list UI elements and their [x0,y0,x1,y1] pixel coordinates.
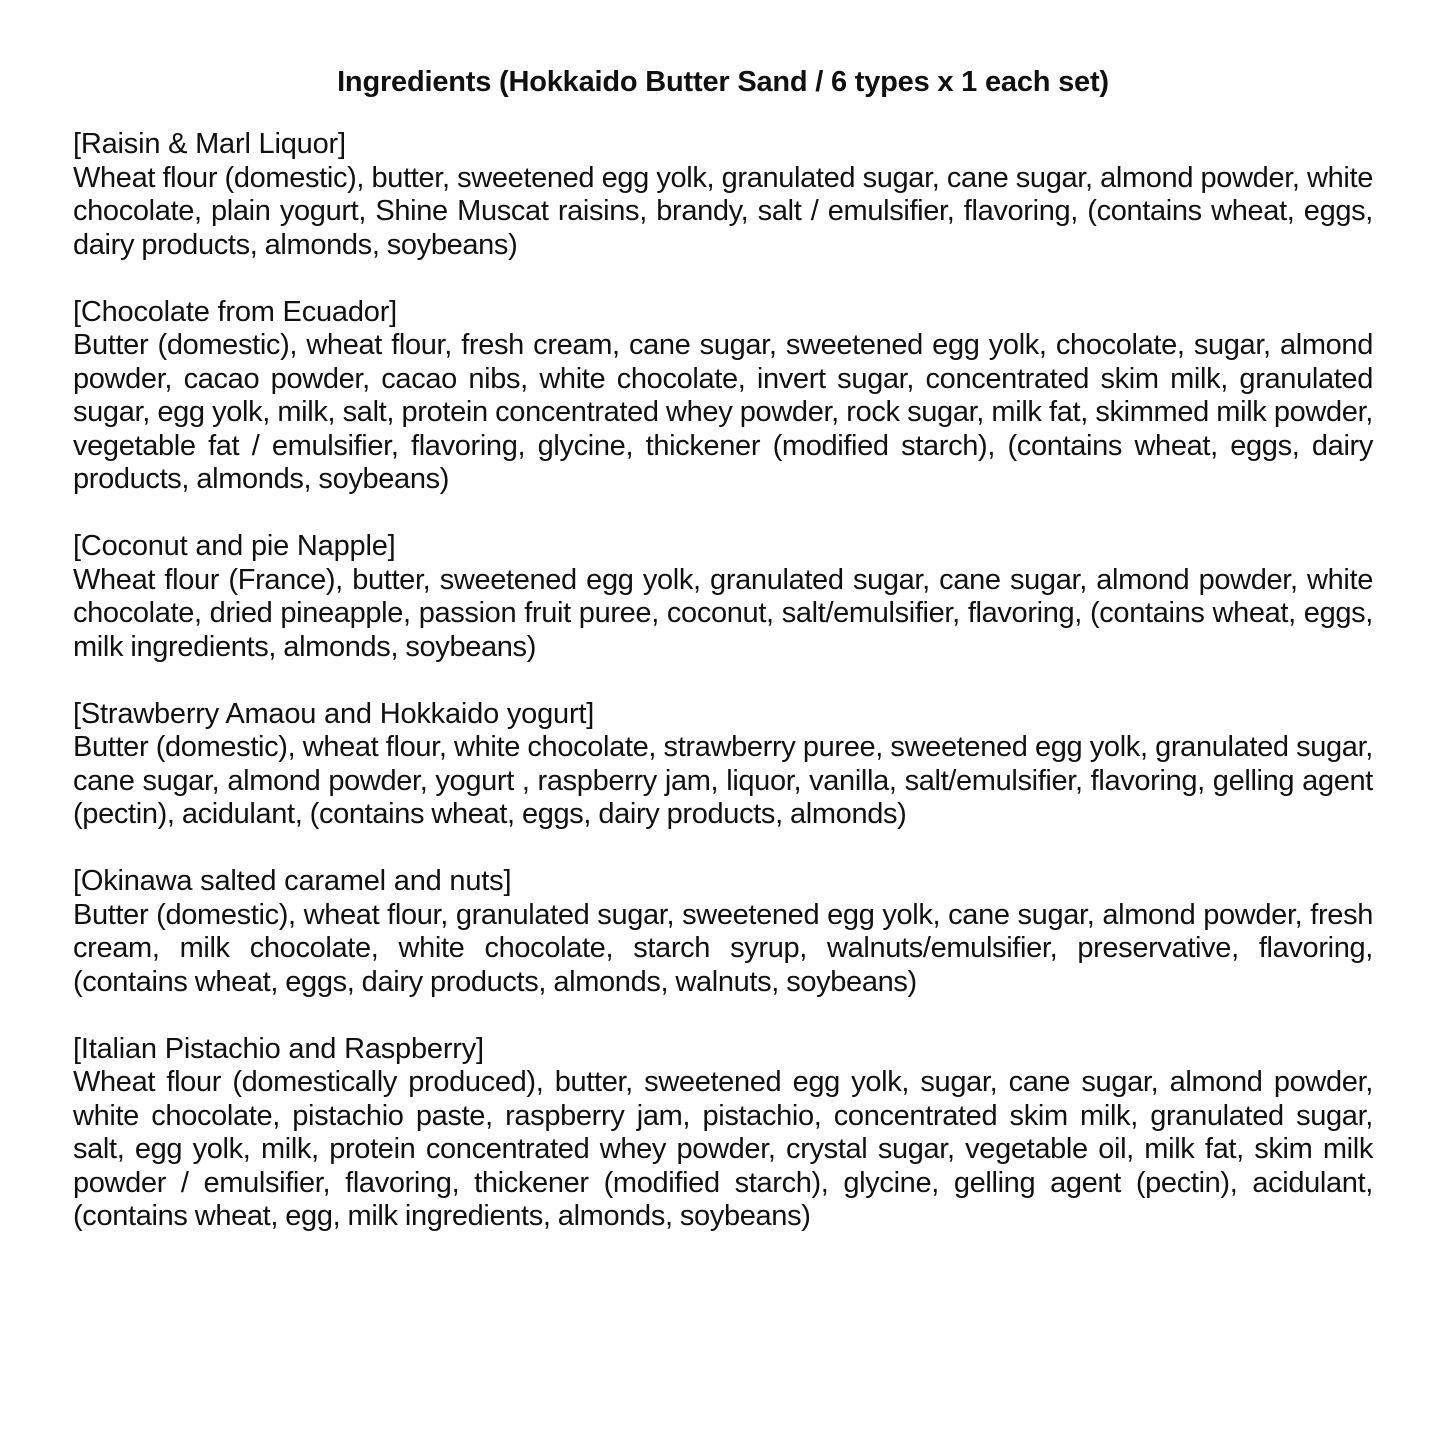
section-ingredients: Butter (domestic), wheat flour, white chocolate, strawberry puree, sweetened egg yolk, granulated sugar, cane sugar, almond powder, yogurt , raspberry jam, liquor, vanilla, salt/emulsifier, flavoring, gelling agent (pectin), acidulant, (contains wheat, eggs, dairy products, almonds) [73,731,1373,830]
section-heading: [Okinawa salted caramel and nuts] [73,865,512,897]
section-pistachio-raspberry [73,1033,1373,1234]
document-title: Ingredients (Hokkaido Butter Sand / 6 types x 1 each set) [337,66,1109,98]
section-heading: [Strawberry Amaou and Hokkaido yogurt] [73,697,595,730]
section-strawberry-yogurt [73,698,1373,832]
section-ingredients: Wheat flour (domestic), butter, sweetened egg yolk, granulated sugar, cane sugar, almond powder, white chocolate, plain yogurt, Shine Muscat raisins, brandy, salt / emulsifier, flavoring, (contains wheat, eggs, dairy products, almonds, soybeans) [73,161,1373,261]
section-heading: [Italian Pistachio and Raspberry] [73,1032,484,1065]
section-raisin-marl-liquor [73,128,1373,262]
section-chocolate-ecuador [73,296,1373,497]
section-ingredients: Butter (domestic), wheat flour, fresh cream, cane sugar, sweetened egg yolk, chocolate, sugar, almond powder, cacao powder, cacao nibs, white chocolate, invert sugar, concentrated skim milk, granulated sugar, egg yolk, milk, salt, protein concentrated whey powder, rock sugar, milk fat, skimmed milk powder, vegetable fat / emulsifier, flavoring, glycine, thickener (modified starch), (contains wheat, eggs, dairy products, almonds, soybeans) [73,329,1373,495]
section-salted-caramel-nuts [73,865,1373,999]
section-ingredients: Wheat flour (France), butter, sweetened egg yolk, granulated sugar, cane sugar, almond powder, white chocolate, dried pineapple, passion fruit puree, coconut, salt/emulsifier, flavoring, (contains wheat, eggs, milk ingredients, almonds, soybeans) [73,563,1373,663]
section-ingredients: Butter (domestic), wheat flour, granulated sugar, sweetened egg yolk, cane sugar, almond powder, fresh cream, milk chocolate, white chocolate, starch syrup, walnuts/emulsifier, preservative, flavoring, (contains wheat, eggs, dairy products, almonds, walnuts, soybeans) [73,898,1373,998]
section-coconut-pineapple [73,530,1373,664]
section-ingredients: Wheat flour (domestically produced), butter, sweetened egg yolk, sugar, cane sugar, almond powder, white chocolate, pistachio paste, raspberry jam, pistachio, concentrated skim milk, granulated sugar, salt, egg yolk, milk, protein concentrated whey powder, crystal sugar, vegetable oil, milk fat, skim milk powder / emulsifier, flavoring, thickener (modified starch), glycine, gelling agent (pectin), acidulant, (contains wheat, egg, milk ingredients, almonds, soybeans) [73,1066,1373,1232]
section-heading: [Raisin & Marl Liquor] [73,128,346,160]
section-heading: [Coconut and pie Napple] [73,530,396,562]
ingredients-document [73,62,1373,1267]
section-heading: [Chocolate from Ecuador] [73,295,398,328]
